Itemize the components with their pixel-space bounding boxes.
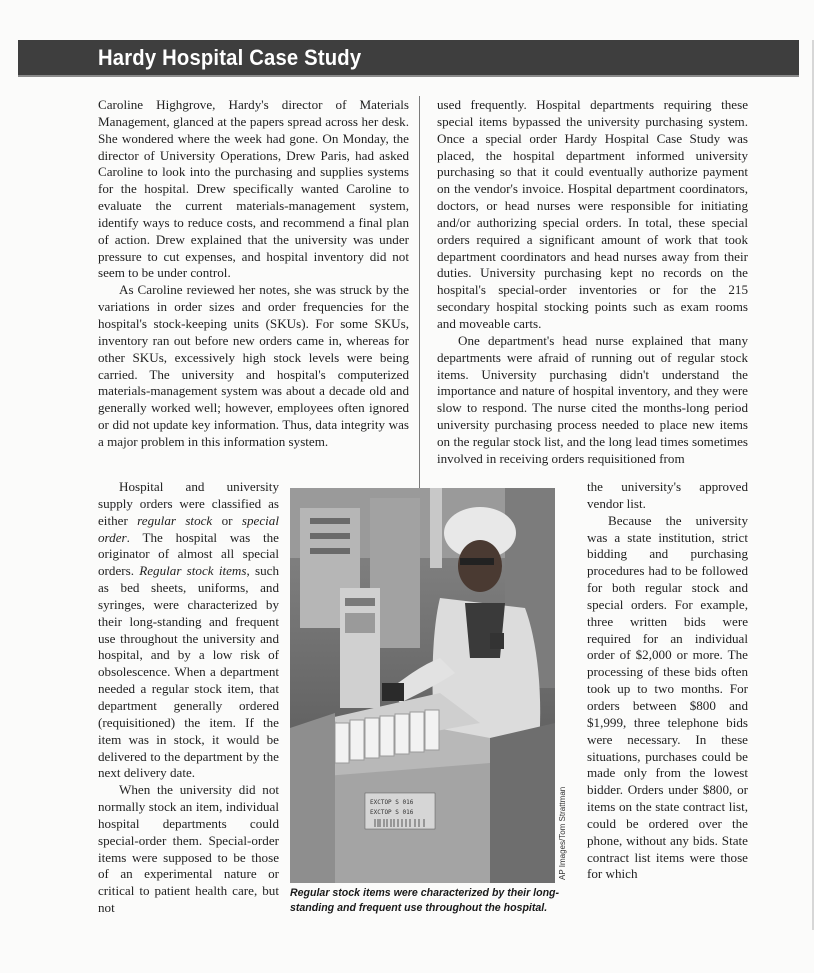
skus-paragraph: As Caroline reviewed her notes, she was struck by the variations in order sizes and order frequencies for the hospital's stock-keeping units (SKUs). For some SKUs, inventory ran out before new orders came in, whereas for other SKUs, excessively high stock levels were being carried. The university and hospital's computerized materials-management system was about a decade old and generally worked well; however, employees often ignored or did not update key information. Thus, data integrity was a major problem in this information system. [98,282,409,449]
head-nurse-paragraph: One department's head nurse explained that many departments were afraid of running out of regular stock items. University purchasing didn't understand the importance and nature of hospital inventory, and they were slow to respond. The nurse cited the months-long period university purchasing process needed to place new items on the regular stock list, and the long lead times sometimes involved in receiving orders requisitioned from [437,332,748,466]
warehouse-photo [290,488,555,883]
intro-paragraph: Caroline Highgrove, Hardy's director of Materials Management, glanced at the papers spread across her desk. She wondered where the week had gone. On Monday, the director of University Operations, Drew Paris, had asked Caroline to look into the purchasing and supplies systems for the hospital. Drew specifically wanted Caroline to evaluate the current materials-management system, identify ways to reduce costs, and recommend a final plan of action. Drew explained that the university was under pressure to cut expenses, and hospital inventory did not seem to be under control. [98,97,409,281]
column-divider [419,96,420,488]
box-label-text: EXCTOP S 016 [370,799,414,806]
right-column-lower [587,479,748,883]
right-column-top [437,97,748,468]
left-column-lower [98,479,279,917]
photo-caption: Regular stock items were characterized by their long-standing and frequent use throughout the hospital. [290,887,560,914]
box-label-text-2: EXCTOP S 016 [370,809,414,816]
term-regular-stock: regular stock [137,512,213,528]
term-special-order: special order [98,512,279,545]
vendor-list-continuation: the university's approved vendor list. [587,479,748,511]
photo-credit: AP Images/Tom Strattman [558,786,567,880]
classification-paragraph: Hospital and university supply orders were classified as either regular stock or special order. The hospital was the originator of almost all special orders. Regular stock items, such as bed sheets, uniforms, and syringes, were characterized by their long-standing and frequent use throughout the university and hospital, and by a low risk of obsolescence. When a department needed a regular stock item, that department generally ordered (requisitioned) the item. If the item was in stock, it would be delivered to the department by the next delivery date. [98,479,279,781]
term-regular-stock-items: Regular stock items [139,563,247,579]
special-order-paragraph: When the university did not normally stock an item, individual hospital departments could special-order them. Special-order items were supposed to be those of an experimental nature or critical to patient health care, but not [98,782,279,916]
special-items-paragraph: used frequently. Hospital departments requiring these special items bypassed the university purchasing system. Once a special order Hardy Hospital Case Study was placed, the hospital department informed university purchasing so that it could eventually authorize payment on the vendor's invoice. Hospital department coordinators, doctors, or head nurses were responsible for initiating and/or authorizing special orders. In total, these special orders required a significant amount of work that took department coordinators and head nurses away from their duties. University purchasing kept no records on the hospital's special-order inventories or for the 215 secondary hospital stocking points such as exam rooms and moveable carts. [437,97,748,331]
title-banner [18,40,799,77]
bidding-paragraph: Because the university was a state institution, strict bidding and purchasing procedures had to be followed for both regular stock and special orders. For example, three written bids were required for an individual order of $2,000 or more. The processing of these bids often took up to two months. For orders between $800 and $1,999, three telephone bids were necessary. In these situations, purchases could be made only from the lowest bidder. Orders under $800, or items on the state contract list, could be ordered over the phone, without any bids. State contract list items were those for which [587,512,748,882]
left-column-top [98,97,409,451]
page-title: Hardy Hospital Case Study [98,45,362,70]
worker-packing-illustration [290,488,555,883]
